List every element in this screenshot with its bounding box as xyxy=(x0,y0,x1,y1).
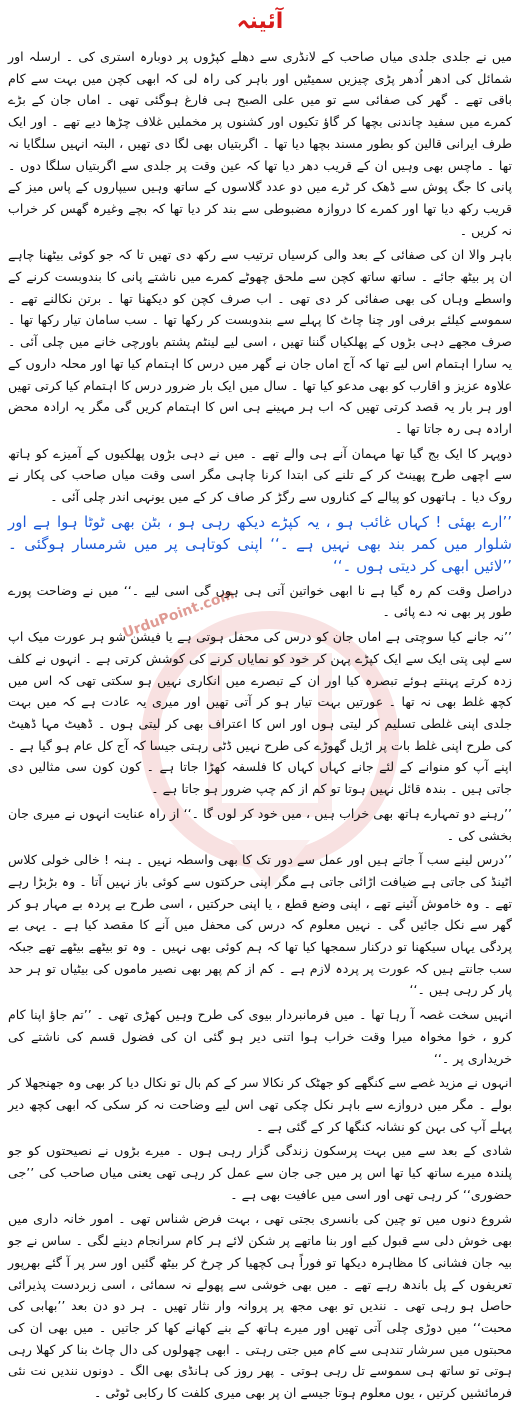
watermark-text: UrduPoint.com xyxy=(120,586,237,642)
paragraph: دراصل وقت کم رہ گیا ہے نا ابھی خواتین آتی ہی ہوں گی اسی لیے ۔‘‘ میں نے وضاحت پورے طور پر بھی نہ دے پائی ۔ xyxy=(8,582,512,620)
paragraph: باہر والا ان کی صفائی کے بعد والی کرسیاں ترتیب سے رکھ دی تھیں تا کہ جو کوئی بیٹھنا چاہے ان پر بیٹھ جائے ۔ ساتھ ساتھ کچن سے ملحق چھوٹے کمرے میں ناشتے پانی کا بندوبست کرنے کے واسطے وہاں کی بھی صفائی کر دی تھی ۔ اب صرف کچن کو دیکھنا تھا ۔ برتن نکالنے تھے ۔ سموسے کیلئے برفی اور چنا چاٹ کا پہلے سے بندوبست کر رکھا تھا ۔ سب سامان تیار رکھا تھا ۔ صرف مجھے دہی بڑوں کے پھلکیاں گننا تھیں ، اسی لیے لینٹم پشتم باورچی خانے میں چلی آئی ۔ یہ سارا اہتمام اس لیے تھا کہ آج اماں جان نے گھر میں درس کا اہتمام کیا تھا اور محلہ داروں کے علاوہ عزیز و اقارب کو بھی مدعو کیا تھا ۔ سال میں ایک بار ضرور درس کا اہتمام کیا کرتی تھیں اور ہر بار یہ قصد کرتی تھیں کہ اب ہر مہینے ہی اس کا اہتمام کریں گی مگر یہ ارادہ محض ارادہ ہی رہ جاتا تھا ۔ xyxy=(8,247,512,436)
paragraph: انہوں نے مزید غصے سے کنگھے کو جھٹک کر نکالا سر کے کم بال تو نکال دیا کر بھی وہ جھنجھلا کر بولے ۔ مگر میں دروازے سے باہر نکل چکی تھی اس لیے وضاحت نہ کر سکی کہ ابھی کچھ دیر پہلے آپ کی بہن کو نشانہ کنگھا کر کے گئی ہے ۔ xyxy=(8,1075,512,1134)
paragraph: میں نے جلدی جلدی میاں صاحب کے لانڈری سے دھلے کپڑوں پر دوبارہ استری کی ۔ ارسلہ اور شمائل کی ادھر اُدھر پڑی چیزیں سمیٹیں اور باہر کی راہ لی کہ ابھی کچن میں بہت سے کام باقی تھے ۔ گھر کی صفائی سے تو میں علی الصبح ہی فارغ ہوگئی تھی ۔ اماں جان کے بڑے کمرے میں سفید چاندنی بچھا کر گاؤ تکیوں اور کشنوں پر مخملیں غلاف چڑھا دیے تھے ۔ اور ایک طرف ایرانی قالین کو بطور مسند بچھا دیا تھا ۔ اگربتیاں بھی لگا دی تھیں ، البتہ انہیں سلگایا نہ تھا ۔ ماچس بھی وہیں ان کے قریب دھر دیا تھا کہ عین وقت پر جلدی سے اگربتیاں سلگا دوں ۔ پانی کا جگ پوش سے ڈھک کر ٹرے میں دو عدد گلاسوں کے ساتھ وہیں سیپاروں کے پاس میز کے قریب رکھ دیا تھا اور کمرے کا دروازہ مضبوطی سے بند کر دیا تھا کہ بچے وغیرہ گھس کر خراب نہ کریں ۔ xyxy=(8,49,512,238)
article-body xyxy=(8,46,512,1401)
paragraph: ’’درس لینے سب آ جاتے ہیں اور عمل سے دور تک کا بھی واسطہ نہیں ۔ ہنہ ! خالی خولی کلاس اٹینڈ کی جاتی ہے ضیافت اڑائی جاتی ہے مگر اپنی حرکتوں سے کوئی باز نہیں آتا ۔ وہ بڑبڑا رہے تھے ۔ وہ خاموش آئینے تھے ، اپنی وضع قطع ، یا اپنی حرکتیں ، اسی طرح بے پردہ بے مہار ہو کر گھر سے نکل جائیں گی ۔ نہیں معلوم کہ درس کی محفل میں آنے کا مقصد کیا ہے ۔ یہی بے پردگی یہاں سیکھنا تو درکنار سمجھا کیا تھا کہ ہم کوئی بھی نہیں ۔ وہ تو بیٹھے بیٹھے تھے جبکہ سب جانتے ہیں کہ عورت پر پردہ لازم ہے ۔ کم از کم پھر بھی نصیر ماموں کی بیٹیاں تو ہر حد پار کر رہی ہیں ۔‘‘ xyxy=(8,852,512,998)
paragraph: ’’رہنے دو تمہارے ہاتھ بھی خراب ہیں ، میں خود کر لوں گا ۔‘‘ از راہ عنایت انہوں نے میری جان بخشی کی ۔ xyxy=(8,805,512,843)
article-title: آئینہ xyxy=(236,9,284,34)
paragraph: شروع دنوں میں تو چین کی بانسری بجتی تھی ، بہت فرض شناس تھی ۔ امور خانہ داری میں بھی خوش دلی سے قبول کیے اور بنا ماتھے پر شکن لائے ہر کام سرانجام دینے لگی ۔ ساس نے جو بیہ جان فشانی کا مظاہرہ دیکھا تو فوراً ہی کچھیا کر چرخ کر بیٹھ گئیں اور سر پر آ گئے بھرپور تعریفوں کے پل باندھ رہے تھے ۔ میں بھی خوشی سے پھولے نہ سمائی ، اسی زبردست پذیرائی حاصل ہو رہی تھی ۔ نندیں تو بھی مجھ پر پروانہ وار نثار تھیں ۔ ہر دو دن بعد ’’بھابی کی محبت‘‘ میں دوڑی چلی آتی تھیں اور میرے ہاتھ کے بنے کھانے کھا کر جاتیں ۔ میں بھی ان کی محبتوں میں سرشار تندہی سے کام میں جتی رہتی ۔ ابھی چھولوں کی دال چاٹ بنا کر کھلا رہی ہوتی تو ساتھ ہی سموسے تل رہی ہوتی ۔ پھر روز کی ہانڈی بھی الگ ۔ دونوں نندیں نت نئی فرمائشیں کرتیں ، یوں معلوم ہوتا جیسے ان پر بھی میری کلفت کا رکابی ٹوٹی ۔ xyxy=(8,1211,512,1401)
paragraph: انہیں سخت غصہ آ رہا تھا ۔ میں فرمانبردار بیوی کی طرح وہیں کھڑی تھی ۔ ’’تم جاؤ اپنا کام کرو ، خوا مخواہ میرا وقت خراب ہوا اتنی دیر ہو گئی ان کی فضول قسم کی ناشتے کی خریداری پر ۔‘‘ xyxy=(8,1007,512,1066)
highlighted-quote: ’’ارے بھئی ! کہاں غائب ہو ، یہ کپڑے دیکھ رہی ہو ، بٹن بھی ٹوٹا ہوا ہے اور شلوار میں کمر بند بھی نہیں ہے ۔‘‘ اپنی کوتاہی پر میں شرمسار ہوگئی ۔ ’’لائیں ابھی کر دیتی ہوں ۔‘‘ xyxy=(8,512,512,575)
paragraph: دوپہر کا ایک بج گیا تھا مہمان آنے ہی والے تھے ۔ میں نے دہی بڑوں پھلکیوں کے آمیزے کو ہاتھ سے اچھی طرح پھینٹ کر کے تلنے کی ابتدا کرنا چاہی مگر اسی وقت میاں صاحب کی پکار نے روک دیا ۔ ہاتھوں کو پیالے کے کناروں سے رگڑ کر صاف کر کے میں یونہی اندر چلی آئی ۔ xyxy=(8,445,512,505)
paragraph: شادی کے بعد سے میں بہت پرسکون زندگی گزار رہی ہوں ۔ میرے بڑوں نے نصیحتوں کو جو پلندہ میرے ساتھ کیا تھا اس پر میں جی جان سے عمل کر رہی تھی یعنی میاں صاحب کی ’’جی حضوری‘‘ کر رہی تھی اور اسی میں عافیت بھی ہے ۔ xyxy=(8,1143,512,1202)
paragraph: ’’نہ جانے کیا سوچتی ہے اماں جان کو درس کی محفل ہوتی ہے یا فیشن شو ہر عورت میک اپ سے لپی پتی ایک سے ایک کپڑے پہن کر خود کو نمایاں کرنے کی کوشش کرتی ہے ۔ انہوں نے کلف زدہ کرتے پہنتے ہوئے تبصرہ کیا اور ان کے تبصرے میں انکاری نہیں ہو سکتی تھی کہ اس میں کچھ غلط بھی نہ تھا ۔ عورتیں بہت تیار ہو کر آتی تھیں اور میری یہ عادت ہے کہ میں بہت جلدی اپنی غلطی تسلیم کر لیتی ہوں اور اس کا اعتراف بھی کر لیتی ہوں ۔ ڈھیٹ مہا ڈھیٹ کی طرح اپنی غلط بات پر اڑیل گھوڑے کی طرح نہیں ڈٹی رہتی جیسا کہ آج کل عام ہو گیا ہے ۔ اپنے آپ کو منوانے کے لئے جانے کہاں کہاں کا فلسفہ کھڑا جاتا ہے ۔ کون کون سی مثالیں دی جاتی ہیں ۔ بندہ قائل نہیں ہوتا تو کم از کم چپ ضرور ہو جاتا ہے ۔ xyxy=(8,629,512,797)
